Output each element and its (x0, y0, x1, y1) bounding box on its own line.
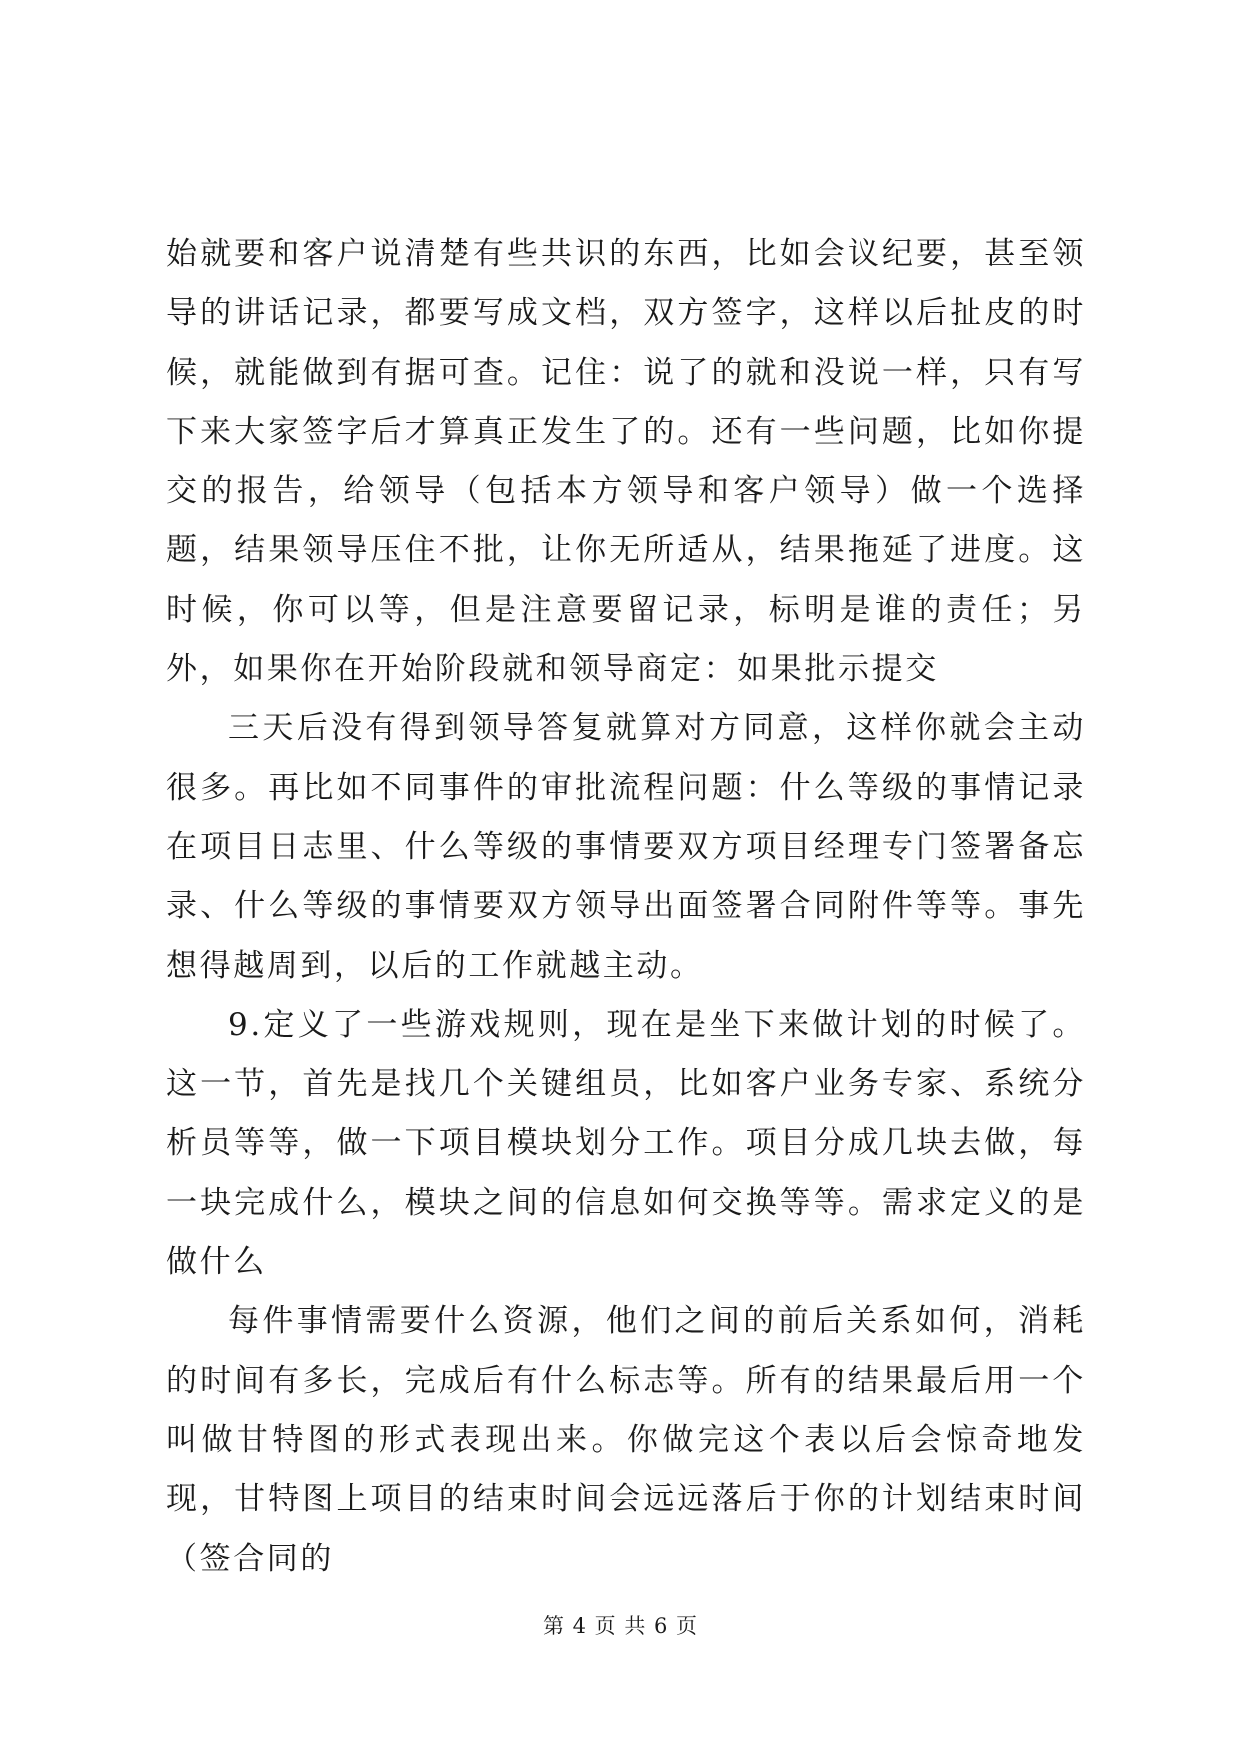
paragraph-1: 始就要和客户说清楚有些共识的东西，比如会议纪要，甚至领导的讲话记录，都要写成文档，双方签字，这样以后扯皮的时候，就能做到有据可查。记住：说了的就和没说一样，只有写下来大家签字后才算真正发生了的。还有一些问题，比如你提交的报告，给领导（包括本方领导和客户领导）做一个选择题，结果领导压住不批，让你无所适从，结果拖延了进度。这时候，你可以等，但是注意要留记录，标明是谁的责任；另外，如果你在开始阶段就和领导商定：如果批示提交 (166, 236, 1086, 688)
paragraph-2: 三天后没有得到领导答复就算对方同意，这样你就会主动很多。再比如不同事件的审批流程问题：什么等级的事情记录在项目日志里、什么等级的事情要双方项目经理专门签署备忘录、什么等级的事情要双方领导出面签署合同附件等等。事先想得越周到，以后的工作就越主动。 (166, 710, 1086, 984)
page-number-footer: 第 4 页 共 6 页 (542, 1614, 699, 1638)
paragraph-4: 每件事情需要什么资源，他们之间的前后关系如何，消耗的时间有多长，完成后有什么标志等。所有的结果最后用一个叫做甘特图的形式表现出来。你做完这个表以后会惊奇地发现，甘特图上项目的结束时间会远远落后于你的计划结束时间（签合同的 (166, 1303, 1086, 1577)
body-text (166, 225, 1086, 1589)
paragraph-3: 9.定义了一些游戏规则，现在是坐下来做计划的时候了。这一节，首先是找几个关键组员，比如客户业务专家、系统分析员等等，做一下项目模块划分工作。项目分成几块去做，每一块完成什么，模块之间的信息如何交换等等。需求定义的是做什么 (166, 1006, 1086, 1281)
